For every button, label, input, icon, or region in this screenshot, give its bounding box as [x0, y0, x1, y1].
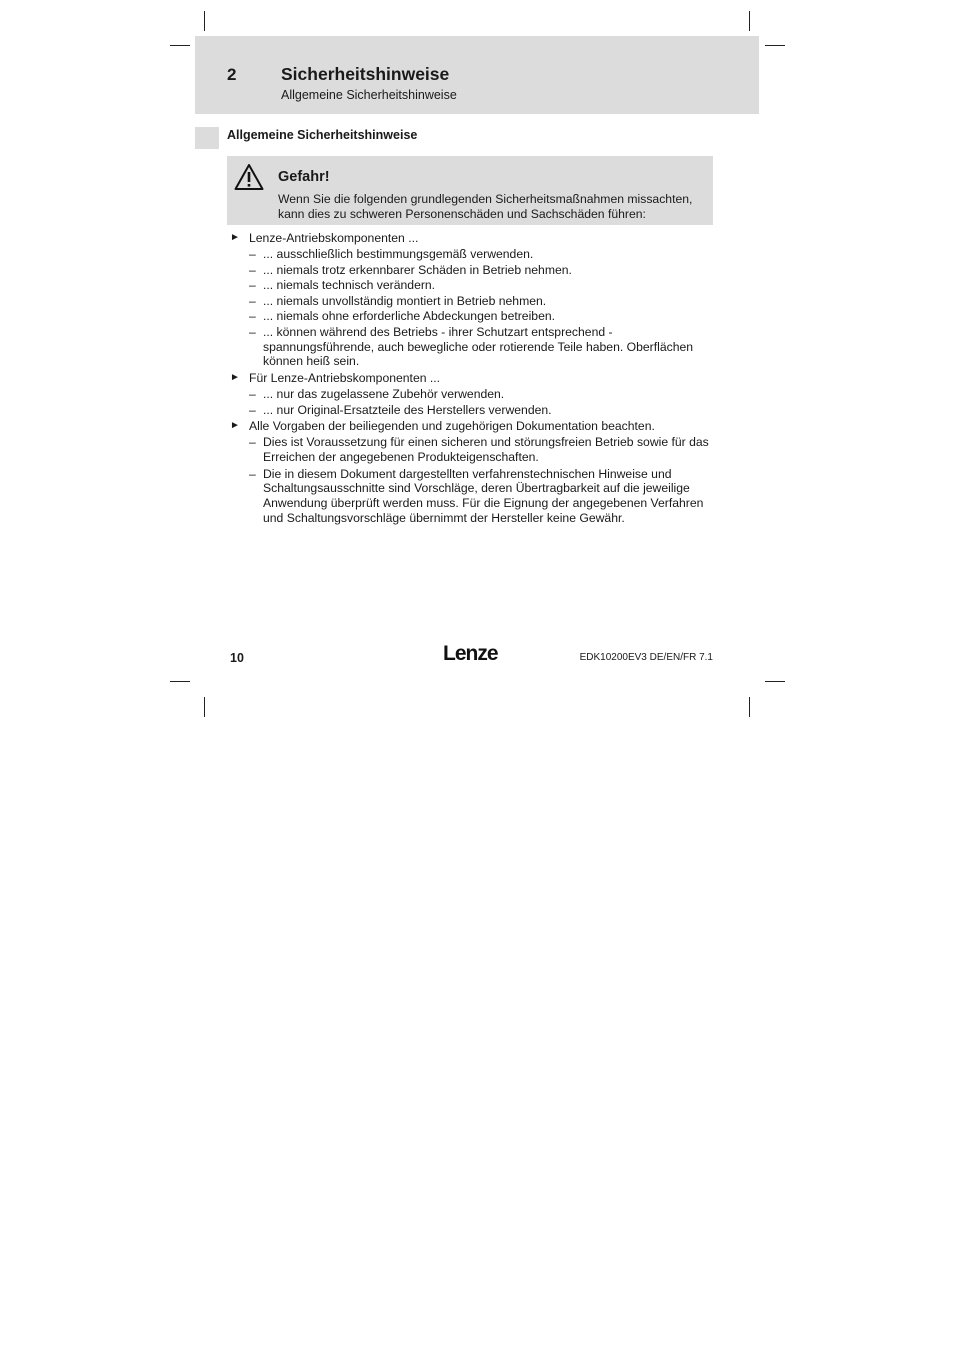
list-item: – Die in diesem Dokument dargestellten verfahrenstechnischen Hinweise und Schaltungsausschnitte sind Vorschläge, deren Übertragbarkeit auf die jeweilige Anwendung überprüft werden muss. Für die Eignung der angegebenen Verfahren und Schaltungsvorschläge übernimmt der Hersteller keine Gewähr.: [249, 466, 704, 525]
sub-item-text: ... niemals ohne erforderliche Abdeckungen betreiben.: [263, 309, 556, 324]
sub-list: [227, 435, 713, 525]
safety-instructions: [227, 231, 713, 526]
crop-mark: [749, 697, 750, 717]
chapter-header: [195, 36, 759, 114]
list-item: – ... niemals unvollständig montiert in Betrieb nehmen.: [249, 293, 547, 308]
list-item: – ... können während des Betriebs - ihrer Schutzart entsprechend - spannungsführende, auch bewegliche oder rotierende Teile haben. Oberflächen können heiß sein.: [249, 324, 694, 369]
document-code: EDK10200EV3 DE/EN/FR 7.1: [579, 652, 713, 663]
crop-mark: [204, 697, 205, 717]
chapter-title: Sicherheitshinweise: [281, 64, 450, 84]
list-item: [227, 371, 713, 386]
sub-item-text: ... niemals technisch verändern.: [263, 278, 436, 293]
crop-mark: [749, 11, 750, 31]
lenze-logo: [443, 642, 509, 664]
list-item: – Dies ist Voraussetzung für einen sicheren und störungsfreien Betrieb sowie für das Erreichen der angegebenen Produkteigenschaften.: [249, 435, 709, 465]
sub-item-text: ... nur das zugelassene Zubehör verwenden.: [263, 387, 505, 402]
crop-mark: [204, 11, 205, 31]
chapter-subtitle: Allgemeine Sicherheitshinweise: [281, 88, 457, 102]
crop-mark: [170, 45, 190, 46]
sub-list: [227, 387, 713, 417]
chapter-number: 2: [227, 65, 237, 84]
page-number: 10: [230, 651, 244, 665]
list-item: [227, 419, 713, 434]
arrow-bullet-icon: ►: [230, 372, 240, 384]
warning-triangle-icon: [234, 163, 264, 191]
list-item: – ... niemals ohne erforderliche Abdeckungen betreiben.: [249, 309, 556, 324]
sub-item-text: ... niemals trotz erkennbarer Schäden in Betrieb nehmen.: [263, 262, 572, 277]
svg-text:Lenze: Lenze: [443, 642, 498, 664]
bullet-text: Für Lenze-Antriebskomponenten ...: [249, 371, 441, 386]
danger-text: Wenn Sie die folgenden grundlegenden Sicherheitsmaßnahmen missachten, kann dies zu schweren Personenschäden und Sachschäden führen:: [278, 192, 693, 221]
sub-item-text: ... ausschließlich bestimmungsgemäß verwenden.: [263, 247, 534, 261]
sub-item-text: ... niemals unvollständig montiert in Betrieb nehmen.: [263, 293, 547, 308]
sub-item-text: Dies ist Voraussetzung für einen sicheren und störungsfreien Betrieb sowie für das Erreichen der angegebenen Produkteigenschaften.: [263, 435, 709, 465]
arrow-bullet-icon: ►: [230, 420, 240, 432]
list-item: – ... nur Original-Ersatzteile des Herstellers verwenden.: [249, 402, 552, 417]
sub-item-text: ... nur Original-Ersatzteile des Herstellers verwenden.: [263, 402, 552, 417]
list-item: – ... nur das zugelassene Zubehör verwenden.: [249, 387, 505, 402]
crop-mark: [170, 681, 190, 682]
bullet-text: Alle Vorgaben der beiliegenden und zugehörigen Dokumentation beachten.: [249, 419, 655, 434]
list-item: – ... niemals technisch verändern.: [249, 278, 436, 293]
section-title: Allgemeine Sicherheitshinweise: [227, 128, 418, 142]
arrow-bullet-icon: ►: [230, 232, 240, 243]
section-marker: [195, 127, 219, 149]
crop-mark: [765, 45, 785, 46]
danger-notice: [227, 156, 713, 225]
list-item: – ... ausschließlich bestimmungsgemäß verwenden.: [249, 247, 534, 261]
sub-item-text: Die in diesem Dokument dargestellten verfahrenstechnischen Hinweise und Schaltungsausschnitte sind Vorschläge, deren Übertragbarkeit auf die jeweilige Anwendung überprüft werden muss. Für die Eignung der angegebenen Verfahren und Schaltungsvorschläge übernimmt der Hersteller keine Gewähr.: [263, 466, 704, 525]
bullet-text: Lenze-Antriebskomponenten ...: [249, 231, 419, 245]
list-item: – ... niemals trotz erkennbarer Schäden in Betrieb nehmen.: [249, 262, 572, 277]
list-item: [227, 231, 713, 246]
sub-item-text: ... können während des Betriebs - ihrer Schutzart entsprechend - spannungsführende, auch bewegliche oder rotierende Teile haben. Oberflächen können heiß sein.: [263, 324, 694, 369]
danger-title: Gefahr!: [278, 169, 330, 185]
sub-list: [227, 247, 713, 369]
crop-mark: [765, 681, 785, 682]
